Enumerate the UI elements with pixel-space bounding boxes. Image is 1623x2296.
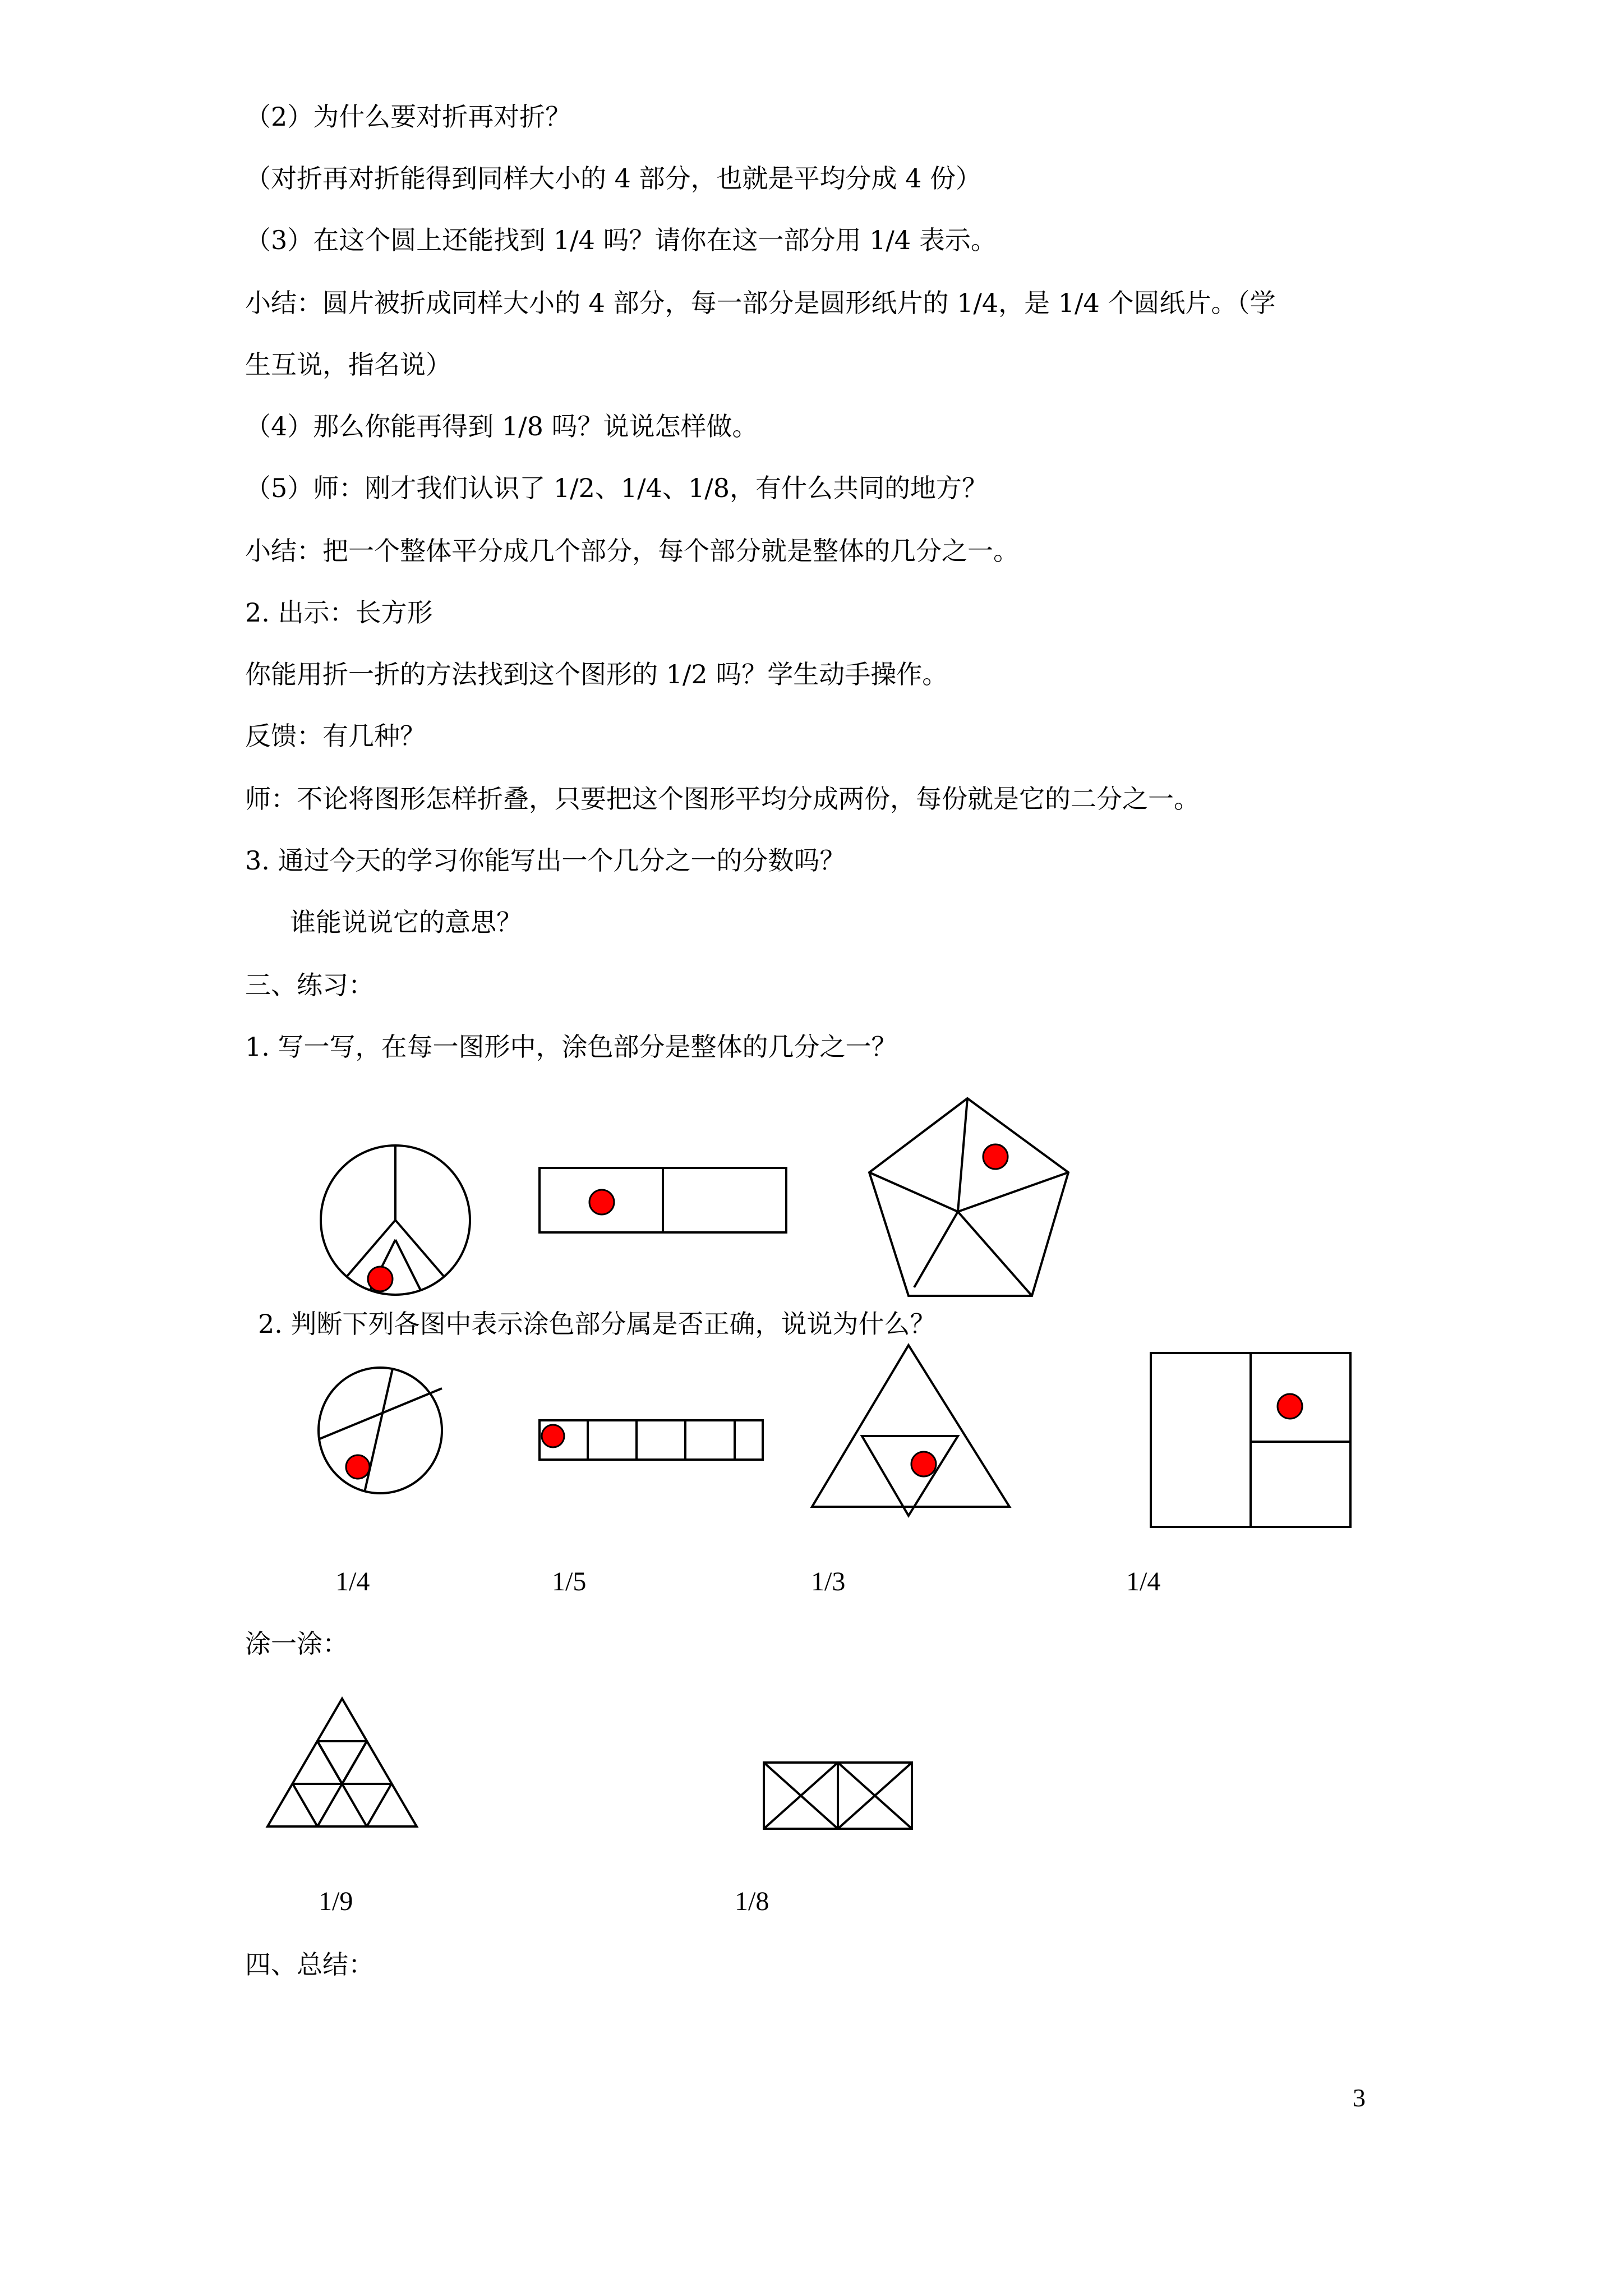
- shaded-dot: [346, 1455, 370, 1479]
- fraction-label: 1/4: [335, 1567, 370, 1596]
- paragraph: （2）为什么要对折再对折？: [245, 102, 571, 132]
- paragraph: 3. 通过今天的学习你能写出一个几分之一的分数吗？: [245, 845, 846, 876]
- shaded-dot: [983, 1144, 1008, 1169]
- paragraph: 师：不论将图形怎样折叠，只要把这个图形平均分成两份，每份就是它的二分之一。: [245, 784, 1200, 814]
- shaded-dot: [1278, 1394, 1302, 1419]
- fraction-label: 1/9: [319, 1887, 353, 1916]
- fraction-label: 1/8: [735, 1887, 769, 1916]
- paragraph: （5）师：刚才我们认识了 1/2、1/4、1/8，有什么共同的地方？: [245, 473, 988, 503]
- paragraph: 谁能说说它的意思？: [290, 907, 522, 937]
- ex2-strip-figure: [538, 1419, 774, 1470]
- ex2-circle-figure: [314, 1358, 449, 1503]
- section-heading: 三、练习：: [245, 970, 374, 1000]
- paragraph: （3）在这个圆上还能找到 1/4 吗？请你在这一部分用 1/4 表示。: [245, 225, 997, 255]
- shaded-dot: [589, 1190, 614, 1214]
- paragraph: 生互说，指名说）: [245, 349, 451, 380]
- ex1-circle-figure: [314, 1139, 477, 1301]
- fraction-label: 1/3: [811, 1567, 846, 1596]
- section-heading: 四、总结：: [245, 1949, 374, 1980]
- paragraph: 涂一涂：: [245, 1628, 348, 1659]
- paragraph: （对折再对折能得到同样大小的 4 部分，也就是平均分成 4 份）: [245, 163, 982, 194]
- paragraph: 你能用折一折的方法找到这个图形的 1/2 吗？学生动手操作。: [245, 659, 948, 689]
- paragraph: 2. 判断下列各图中表示涂色部分属是否正确，说说为什么？: [258, 1309, 936, 1339]
- paragraph: 反馈：有几种？: [245, 721, 426, 751]
- ex2-triangle-figure: [808, 1341, 1021, 1537]
- ex1-pentagon-figure: [858, 1094, 1082, 1307]
- ex1-rectangle-figure: [538, 1167, 791, 1240]
- shaded-dot: [911, 1452, 936, 1476]
- paragraph: 小结：把一个整体平分成几个部分，每个部分就是整体的几分之一。: [245, 536, 1019, 566]
- fraction-label: 1/5: [552, 1567, 587, 1596]
- shaded-dot: [542, 1425, 564, 1447]
- shaded-dot: [368, 1267, 393, 1291]
- paragraph: 1. 写一写，在每一图形中，涂色部分是整体的几分之一？: [245, 1032, 897, 1062]
- ex2-square-figure: [1150, 1352, 1357, 1537]
- page-number: 3: [1353, 2083, 1366, 2112]
- ex3-triangle-grid-figure: [266, 1694, 423, 1840]
- fraction-label: 1/4: [1126, 1567, 1161, 1596]
- paragraph: 2. 出示：长方形: [245, 597, 433, 628]
- paragraph: 小结：圆片被折成同样大小的 4 部分，每一部分是圆形纸片的 1/4，是 1/4 个圆纸片。（学: [245, 288, 1276, 318]
- paragraph: （4）那么你能再得到 1/8 吗？说说怎样做。: [245, 411, 758, 441]
- ex3-rectangle-cross-figure: [763, 1761, 920, 1834]
